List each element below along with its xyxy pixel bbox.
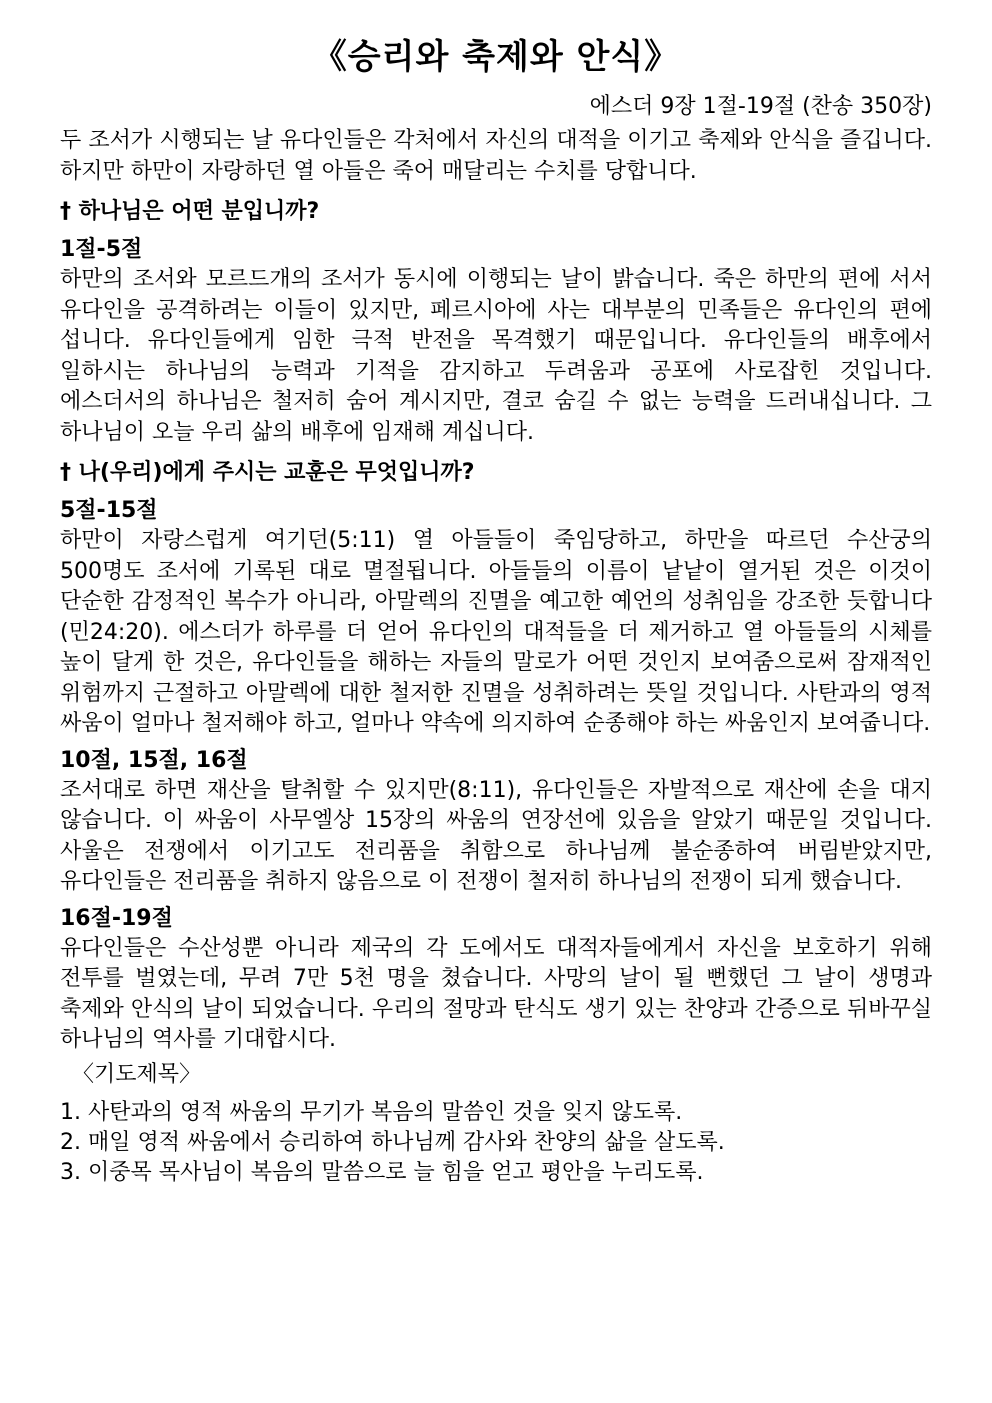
verse-range-2: 5절-15절 <box>60 498 158 523</box>
question-heading-god: † 하나님은 어떤 분입니까? <box>60 199 320 224</box>
question-heading-lesson: † 나(우리)에게 주시는 교훈은 무엇입니까? <box>60 460 475 485</box>
section-paragraph-1: 하만의 조서와 모르드개의 조서가 동시에 이행되는 날이 밝습니다. 죽은 하만의 편에 서서 유다인을 공격하려는 이들이 있지만, 페르시아에 사는 대부분의 민족들은 유다인의 편에 섭니다. 유다인들에게 임한 극적 반전을 목격했기 때문입니다. 유다인들의 배후에서 일하시는 하나님의 능력과 기적을 감지하고 두려움과 공포에 사로잡힌 것입니다. 에스더서의 하나님은 철저히 숨어 계시지만, 결코 숨길 수 없는 능력을 드러내십니다. 그 하나님이 오늘 우리 삶의 배후에 임재해 계십니다. <box>60 267 932 445</box>
scripture-reference: 에스더 9장 1절-19절 (찬송 350장) <box>589 94 932 119</box>
section-paragraph-2: 하만이 자랑스럽게 여기던(5:11) 열 아들들이 죽임당하고, 하만을 따르던 수산궁의 500명도 조서에 기록된 대로 멸절됩니다. 아들들의 이름이 낱낱이 열거된 것은 이것이 단순한 감정적인 복수가 아니라, 아말렉의 진멸을 예고한 예언의 성취임을 강조한 듯합니다(민24:20). 에스더가 하루를 더 얻어 유다인의 대적들을 더 제거하고 열 아들들의 시체를 높이 달게 한 것은, 유다인들을 해하는 자들의 말로가 어떤 것인지 보여줌으로써 잠재적인 위험까지 근절하고 아말렉에 대한 철저한 진멸을 성취하려는 뜻일 것입니다. 사탄과의 영적 싸움이 얼마나 철저해야 하고, 얼마나 약속에 의지하여 순종해야 하는 싸움인지 보여줍니다. <box>60 528 932 736</box>
devotional-page <box>60 30 932 1188</box>
section-paragraph-4: 유다인들은 수산성뿐 아니라 제국의 각 도에서도 대적자들에게서 자신을 보호하기 위해 전투를 벌였는데, 무려 7만 5천 명을 쳤습니다. 사망의 날이 될 뻔했던 그 날이 생명과 축제와 안식의 날이 되었습니다. 우리의 절망과 탄식도 생기 있는 찬양과 간증으로 뒤바꾸실 하나님의 역사를 기대합시다. <box>60 935 932 1052</box>
page-title: 《승리와 축제와 안식》 <box>312 37 680 77</box>
prayer-list <box>60 1098 932 1188</box>
prayer-item: 3. 이중목 목사님이 복음의 말씀으로 늘 힘을 얻고 평안을 누리도록. <box>60 1159 704 1185</box>
intro-paragraph: 두 조서가 시행되는 날 유다인들은 각처에서 자신의 대적을 이기고 축제와 안식을 즐깁니다. 하지만 하만이 자랑하던 열 아들은 죽어 매달리는 수치를 당합니다. <box>60 128 932 184</box>
verse-range-4: 16절-19절 <box>60 905 173 931</box>
prayer-item: 1. 사탄과의 영적 싸움의 무기가 복음의 말씀인 것을 잊지 않도록. <box>60 1099 683 1125</box>
prayer-heading: 〈기도제목〉 <box>72 1061 202 1087</box>
prayer-item: 2. 매일 영적 싸움에서 승리하여 하나님께 감사와 찬양의 삶을 살도록. <box>60 1129 725 1155</box>
verse-range-3: 10절, 15절, 16절 <box>60 747 248 773</box>
verse-range-1: 1절-5절 <box>60 237 143 262</box>
section-paragraph-3: 조서대로 하면 재산을 탈취할 수 있지만(8:11), 유다인들은 자발적으로 재산에 손을 대지 않습니다. 이 싸움이 사무엘상 15장의 싸움의 연장선에 있음을 알았기 때문일 것입니다. 사울은 전쟁에서 이기고도 전리품을 취함으로 하나님께 불순종하여 버림받았지만, 유다인들은 전리품을 취하지 않음으로 이 전쟁이 철저히 하나님의 전쟁이 되게 했습니다. <box>60 777 932 894</box>
